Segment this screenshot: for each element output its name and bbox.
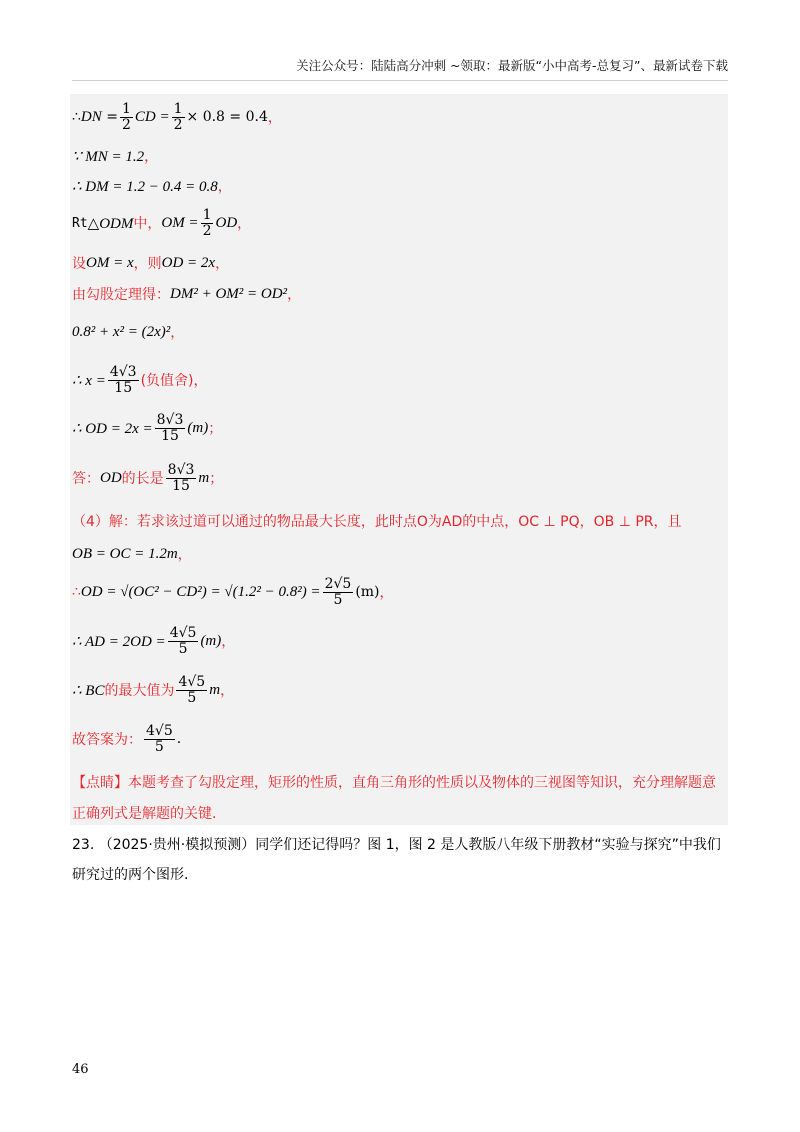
math-text: ∴ OD = 2x =: [72, 420, 153, 437]
math-text: CD =: [134, 108, 170, 125]
fraction: $\frac{8√3}{15}$: [167, 462, 195, 494]
red-punct: ，: [193, 373, 208, 390]
page-number: 46: [72, 1062, 89, 1077]
solution-line-13: [72, 626, 235, 656]
solution-line-10: [72, 463, 223, 493]
triangle-label: △ODM: [87, 215, 134, 232]
solution-line-12: [72, 577, 394, 607]
fraction: $\frac{2√5}{5}$: [324, 576, 352, 608]
math-text: m: [209, 681, 221, 698]
solution-line-6: [72, 284, 301, 304]
solution-line-8: [72, 365, 208, 395]
fraction: $\frac{1}{2}$: [202, 207, 212, 239]
math-text: 0.8² + x² = (2x)²: [72, 323, 171, 340]
red-text: 答：: [72, 471, 100, 488]
fraction: $\frac{1}{2}$: [121, 101, 131, 133]
red-punct: ，: [177, 547, 192, 563]
solution-line-2: [72, 146, 158, 166]
red-text: 中，: [133, 216, 162, 233]
solution-line-3: [72, 176, 232, 196]
math-text: ∴ DM = 1.2 − 0.4 = 0.8: [72, 178, 218, 195]
red-punct: ，: [221, 634, 236, 651]
red-text: 设: [72, 256, 86, 272]
math-text: ∴ x =: [72, 372, 106, 389]
red-text: (负值舍): [140, 373, 194, 390]
solution-line-5: [72, 253, 229, 273]
math-text: (m): [187, 419, 209, 436]
fraction: $\frac{4√5}{5}$: [169, 625, 197, 657]
solution-line-15: [72, 724, 181, 754]
red-punct: ，: [217, 179, 232, 195]
comment-paragraph: 【点睛】本题考查了勾股定理，矩形的性质，直角三角形的性质以及物体的三视图等知识，充分理解题意正确列式是解题的关键.: [72, 775, 716, 822]
math-text: OM =: [161, 214, 199, 231]
math-text: OM = x: [86, 254, 134, 271]
red-punct: ，: [287, 287, 302, 303]
math-text: (m): [355, 584, 380, 601]
math-text: DN: [80, 108, 102, 125]
page-header: 关注公众号：陆陆高分冲刺 ~领取：最新版“小中高考-总复习”、最新试卷下载: [296, 58, 728, 73]
math-text: .: [176, 731, 182, 748]
red-punct: ，: [215, 256, 230, 272]
red-punct: ；: [209, 471, 224, 488]
red-text: 的长是: [121, 471, 164, 488]
part4-intro: （4）解：若求该过道可以通过的物品最大长度，此时点O为AD的中点，OC ⊥ PQ，OB ⊥ PR，且: [72, 514, 682, 530]
math-text: ∴ AD = 2OD =: [72, 633, 166, 650]
fraction: $\frac{8√3}{15}$: [156, 412, 184, 444]
therefore-symbol: ∴: [72, 109, 81, 126]
math-text: OD: [215, 214, 238, 231]
solution-line-11: [72, 544, 192, 564]
fraction: $\frac{1}{2}$: [173, 101, 183, 133]
fraction: $\frac{4√3}{15}$: [109, 364, 137, 396]
solution-background: [70, 94, 728, 825]
solution-line-1: ∴ DN = $\frac{1}{2}$ CD = $\frac{1}{2}$ × 0.8 = 0.4 ，: [72, 101, 282, 133]
red-therefore: ∴: [72, 584, 81, 601]
red-punct: ，: [144, 149, 159, 165]
solution-line-4: [72, 208, 251, 238]
red-text: 由勾股定理得：: [72, 287, 170, 303]
fraction: $\frac{4√5}{5}$: [146, 723, 173, 755]
rt-label: Rt: [72, 215, 88, 231]
math-text: × 0.8 = 0.4: [186, 109, 268, 126]
red-punct: ，: [379, 585, 394, 602]
header-divider: [72, 80, 728, 81]
red-punct: ，: [267, 110, 282, 127]
math-text: OD: [100, 469, 122, 486]
math-text: OD = √(OC² − CD²) = √(1.2² − 0.8²) =: [80, 583, 321, 600]
red-text: 的最大值为: [104, 683, 175, 700]
math-text: OB = OC = 1.2m: [72, 545, 178, 562]
solution-line-9: [72, 413, 222, 443]
math-text: DM² + OM² = OD²: [170, 285, 288, 302]
fraction: $\frac{4√5}{5}$: [178, 674, 206, 706]
math-text: OD = 2x: [161, 254, 216, 271]
red-punct: ；: [208, 421, 223, 438]
math-text: (m): [200, 632, 222, 649]
red-punct: ，: [170, 325, 185, 341]
question-23: 23. （2025·贵州·模拟预测）同学们还记得吗？图 1，图 2 是人教版八年级下册教材“实验与探究”中我们研究过的两个图形.: [72, 837, 721, 883]
solution-line-7: [72, 322, 184, 342]
red-punct: ，: [220, 683, 235, 700]
red-text: 故答案为：: [72, 732, 142, 749]
solution-line-14: [72, 675, 234, 705]
red-punct: ，: [237, 216, 252, 233]
math-text: ∵ MN = 1.2: [72, 148, 145, 165]
math-text: ∴ BC: [72, 682, 105, 699]
red-text: ，则: [133, 256, 162, 272]
math-text: m: [198, 469, 210, 486]
